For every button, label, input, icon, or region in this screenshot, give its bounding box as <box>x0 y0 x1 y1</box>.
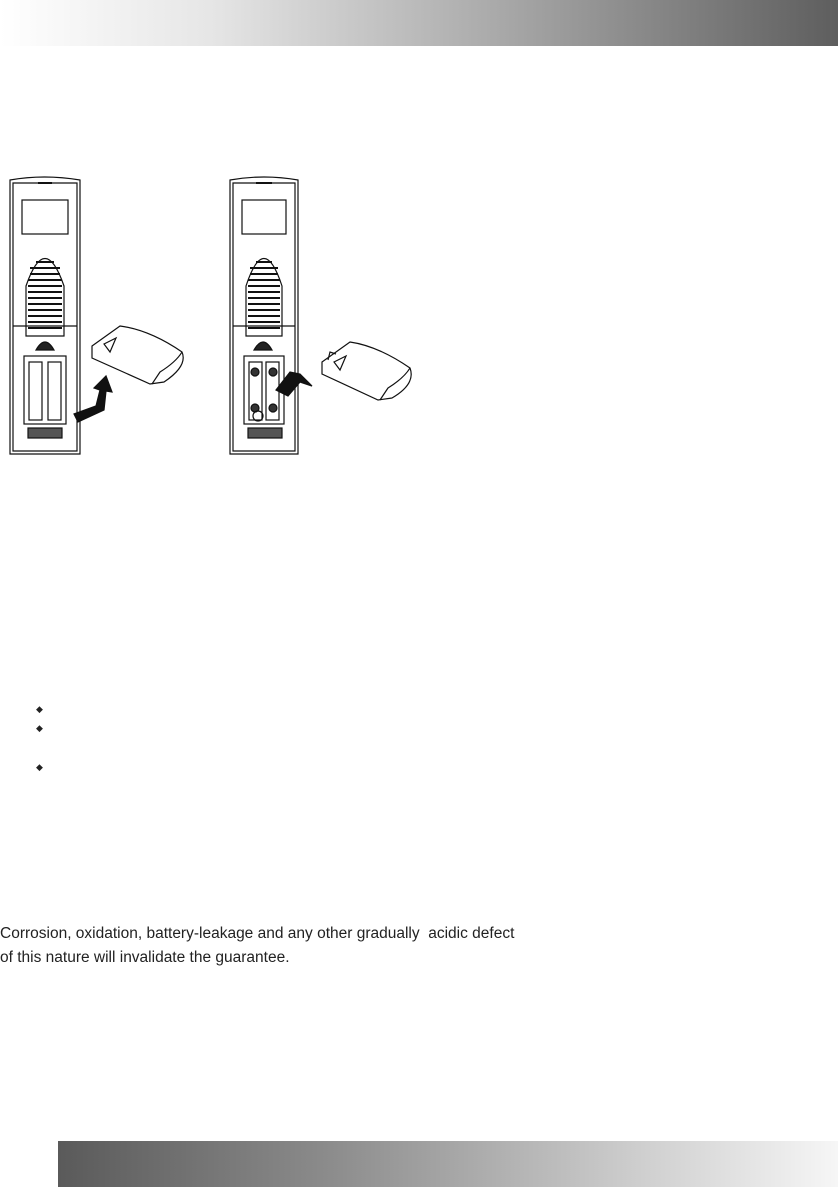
guarantee-notice <box>0 922 600 970</box>
bullet-marker: ◆ <box>36 762 43 772</box>
notice-line-1: Corrosion, oxidation, battery-leakage and any other gradually acidic defect <box>0 925 515 942</box>
battery-installation-illustration <box>0 176 440 461</box>
remote-closing-battery-cover <box>230 177 411 454</box>
remote-opening-battery-cover <box>10 177 183 454</box>
footer-gradient-bar <box>58 1141 838 1187</box>
notice-line-2: of this nature will invalidate the guarantee. <box>0 949 290 966</box>
header-gradient-bar <box>0 0 838 46</box>
bullet-marker: ◆ <box>36 723 43 733</box>
bullet-marker: ◆ <box>36 704 43 714</box>
